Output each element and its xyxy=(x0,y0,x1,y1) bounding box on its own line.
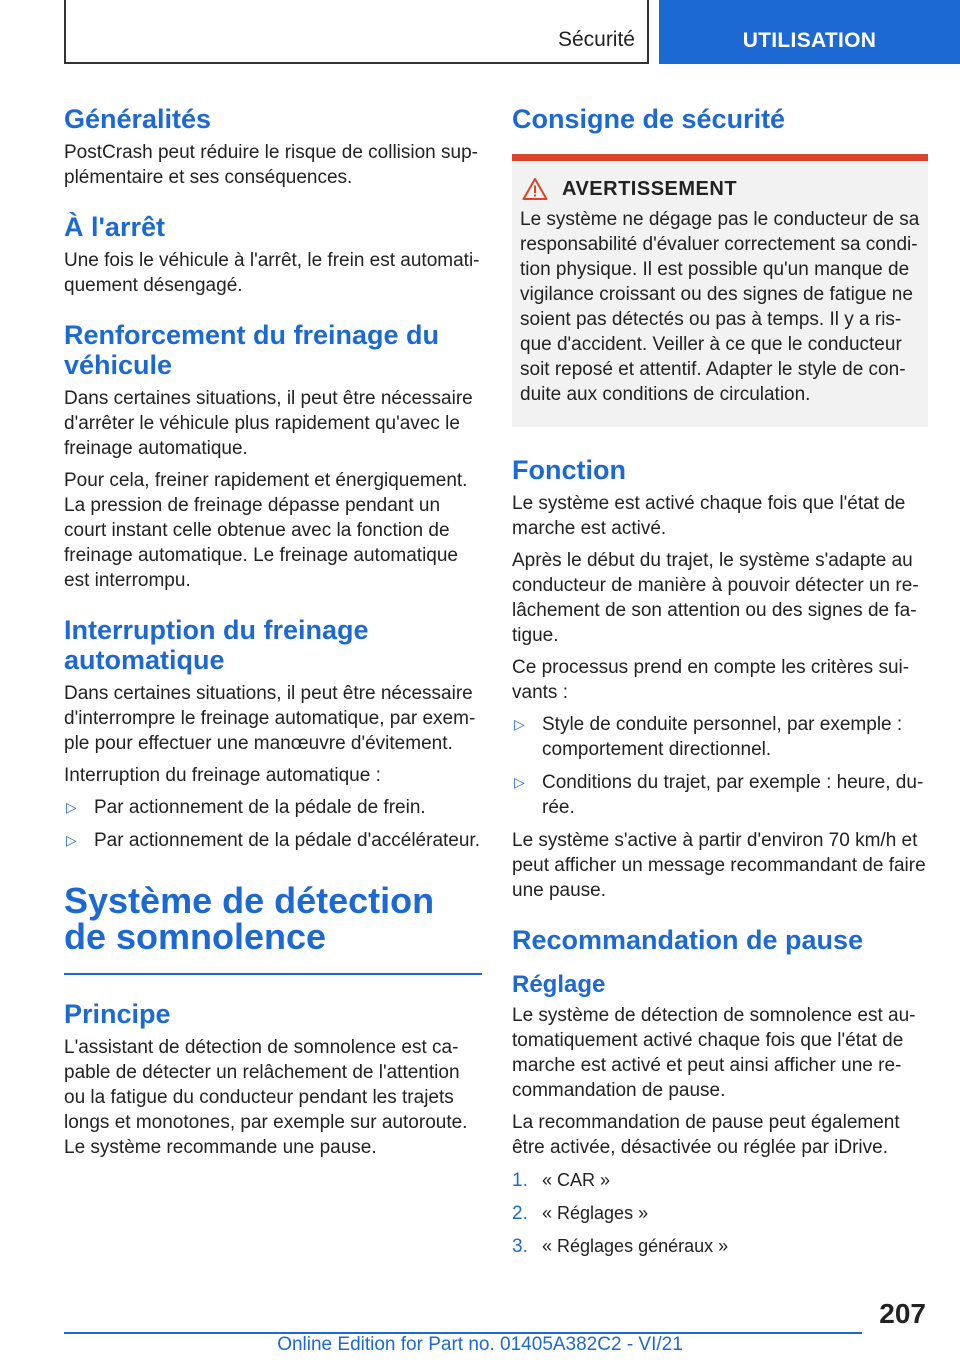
list-item xyxy=(64,795,482,820)
paragraph-fonction-1: Le système est activé chaque fois que l'état de marche est activé. xyxy=(512,493,906,539)
step-number: 2. xyxy=(512,1203,528,1224)
step-item xyxy=(512,1234,928,1259)
warning-text: Le système ne dégage pas le conducteur de sa responsabilité d'évaluer correctement sa condition physique. Il est possible qu'un manque de vigilance croissant ou des signes de fatigue ne soient pas détectés ou pas à temps. Il y a risque d'accident. Veiller à ce que le conducteur soit reposé et attentif. Adapter le style de conduite aux conditions de circulation. xyxy=(520,209,920,405)
paragraph-arret: Une fois le véhicule à l'arrêt, le frein est automatiquement désengagé. xyxy=(64,250,480,296)
paragraph-interruption-2: Interruption du freinage automatique : xyxy=(64,765,381,786)
step-item xyxy=(512,1168,928,1193)
warning-box xyxy=(512,154,928,427)
paragraph-renforcement-2: Pour cela, freiner rapidement et énergiquement. La pression de freinage dépasse pendant un court instant celle obtenue avec la fonction de freinage automatique. Le freinage automatique est interrompu. xyxy=(64,470,468,591)
paragraph-renforcement-1: Dans certaines situations, il peut être nécessaire d'arrêter le véhicule plus rapidement qu'avec le freinage automatique. xyxy=(64,388,473,459)
heading-consigne: Consigne de sécurité xyxy=(512,104,786,134)
right-column xyxy=(512,98,928,1267)
paragraph-fonction-3: Ce processus prend en compte les critères suivants : xyxy=(512,657,910,703)
list-item xyxy=(64,828,482,853)
heading-recommandation: Recommandation de pause xyxy=(512,925,864,955)
heading-fonction: Fonction xyxy=(512,455,626,485)
paragraph-reglage-1: Le système de détection de somnolence est automatiquement activé chaque fois que l'état de marche est activé et peut ainsi afficher une recommandation de pause. xyxy=(512,1005,916,1101)
heading-principe: Principe xyxy=(64,999,171,1029)
chapter-heading-systeme: Système de détection de somnolence xyxy=(64,883,482,975)
list-item-text: Style de conduite personnel, par exemple : comportement directionnel. xyxy=(542,714,903,760)
step-number: 3. xyxy=(512,1236,528,1257)
list-item-text: Par actionnement de la pédale d'accélérateur. xyxy=(94,830,480,851)
bullet-triangle-icon: ▷ xyxy=(66,799,77,815)
list-item xyxy=(512,770,928,820)
left-column xyxy=(64,98,482,1167)
step-label: « Réglages généraux » xyxy=(542,1236,729,1256)
heading-interruption: Interruption du freinage automatique xyxy=(64,615,369,675)
bullet-triangle-icon: ▷ xyxy=(66,832,77,848)
subheading-reglage: Réglage xyxy=(512,971,606,998)
list-item-text: Par actionnement de la pédale de frein. xyxy=(94,797,426,818)
bullet-triangle-icon: ▷ xyxy=(514,716,525,732)
heading-arret: À l'arrêt xyxy=(64,212,165,242)
list-item-text: Conditions du trajet, par exemple : heure, durée. xyxy=(542,772,924,818)
interruption-list xyxy=(64,795,482,853)
paragraph-generalites: PostCrash peut réduire le risque de collision supplémentaire et ses conséquences. xyxy=(64,142,478,188)
paragraph-fonction-2: Après le début du trajet, le système s'adapte au conducteur de manière à pouvoir détecter un relâchement de son attention ou des signes de fatigue. xyxy=(512,550,919,646)
paragraph-fonction-4: Le système s'active à partir d'environ 70 km/h et peut afficher un message recommandant de faire une pause. xyxy=(512,830,926,901)
heading-generalites: Généralités xyxy=(64,104,212,134)
footer-edition-text: Online Edition for Part no. 01405A382C2 - VI/21 xyxy=(277,1334,683,1355)
header-chapter-tab xyxy=(659,0,960,64)
step-label: « CAR » xyxy=(542,1170,611,1190)
warning-triangle-icon xyxy=(522,177,548,201)
header-section-box xyxy=(64,0,649,64)
step-label: « Réglages » xyxy=(542,1203,649,1223)
page-number: 207 xyxy=(879,1298,926,1329)
paragraph-principe: L'assistant de détection de somnolence est capable de détecter un relâchement de l'attention ou la fatigue du conducteur pendant les trajets longs et monotones, par exemple sur autoroute. Le système recommande une pause. xyxy=(64,1037,468,1158)
step-item xyxy=(512,1201,928,1226)
header-chapter-label: UTILISATION xyxy=(742,29,877,52)
idrive-steps-list xyxy=(512,1168,928,1259)
paragraph-interruption-1: Dans certaines situations, il peut être nécessaire d'interrompre le freinage automatique, par exemple pour effectuer une manœuvre d'évitement. xyxy=(64,683,476,754)
warning-title: AVERTISSEMENT xyxy=(562,177,738,200)
criteres-list xyxy=(512,712,928,820)
warning-header xyxy=(522,177,920,201)
paragraph-reglage-2: La recommandation de pause peut également être activée, désactivée ou réglée par iDrive. xyxy=(512,1112,900,1158)
heading-renforcement: Renforcement du freinage du véhicule xyxy=(64,320,440,380)
header-section-title: Sécurité xyxy=(557,28,635,51)
step-number: 1. xyxy=(512,1170,528,1191)
bullet-triangle-icon: ▷ xyxy=(514,774,525,790)
list-item xyxy=(512,712,928,762)
